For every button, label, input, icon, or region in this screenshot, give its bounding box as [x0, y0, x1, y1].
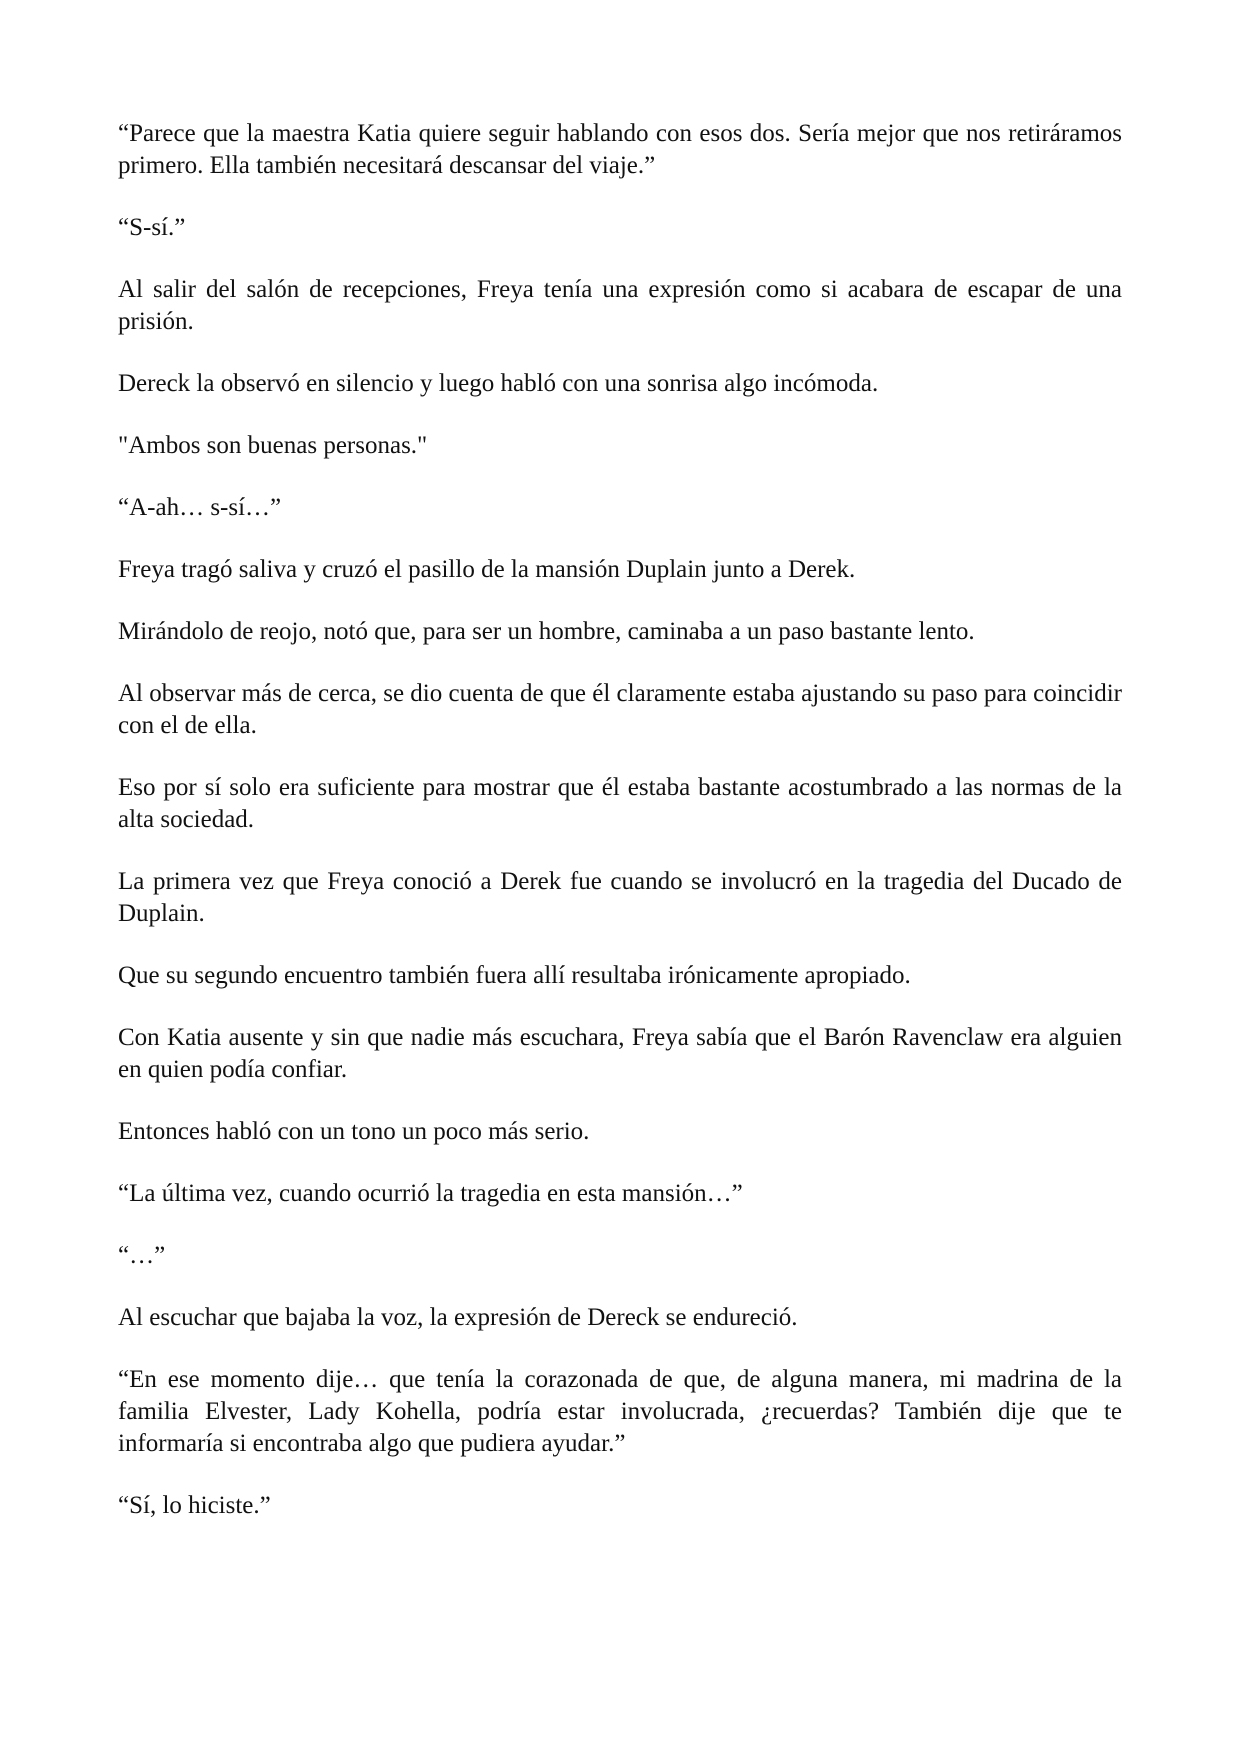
paragraph: Entonces habló con un tono un poco más serio. — [118, 1118, 590, 1145]
paragraph: Con Katia ausente y sin que nadie más escuchara, Freya sabía que el Barón Ravenclaw era alguien en quien podía confiar. — [118, 1024, 1122, 1083]
document-body — [118, 118, 1122, 1552]
paragraph: Freya tragó saliva y cruzó el pasillo de la mansión Duplain junto a Derek. — [118, 556, 856, 583]
paragraph: Eso por sí solo era suficiente para mostrar que él estaba bastante acostumbrado a las normas de la alta sociedad. — [118, 774, 1122, 833]
paragraph: “S-sí.” — [118, 214, 186, 241]
paragraph: “La última vez, cuando ocurrió la tragedia en esta mansión…” — [118, 1180, 743, 1207]
paragraph: Mirándolo de reojo, notó que, para ser un hombre, caminaba a un paso bastante lento. — [118, 618, 975, 645]
paragraph: "Ambos son buenas personas." — [118, 432, 428, 459]
paragraph: Al escuchar que bajaba la voz, la expresión de Dereck se endureció. — [118, 1304, 798, 1331]
paragraph: La primera vez que Freya conoció a Derek fue cuando se involucró en la tragedia del Ducado de Duplain. — [118, 868, 1122, 927]
paragraph: Al observar más de cerca, se dio cuenta de que él claramente estaba ajustando su paso para coincidir con el de ella. — [118, 680, 1122, 739]
paragraph: Dereck la observó en silencio y luego habló con una sonrisa algo incómoda. — [118, 370, 879, 397]
paragraph: Que su segundo encuentro también fuera allí resultaba irónicamente apropiado. — [118, 962, 911, 989]
paragraph: “Sí, lo hiciste.” — [118, 1492, 271, 1519]
paragraph: “A-ah… s-sí…” — [118, 494, 282, 521]
paragraph: “En ese momento dije… que tenía la corazonada de que, de alguna manera, mi madrina de la familia Elvester, Lady Kohella, podría estar involucrada, ¿recuerdas? También dije que te informaría si encontraba algo que pudiera ayudar.” — [118, 1366, 1122, 1457]
paragraph: Al salir del salón de recepciones, Freya tenía una expresión como si acabara de escapar de una prisión. — [118, 276, 1122, 335]
paragraph: “…” — [118, 1242, 166, 1269]
paragraph: “Parece que la maestra Katia quiere seguir hablando con esos dos. Sería mejor que nos retiráramos primero. Ella también necesitará descansar del viaje.” — [118, 120, 1122, 179]
